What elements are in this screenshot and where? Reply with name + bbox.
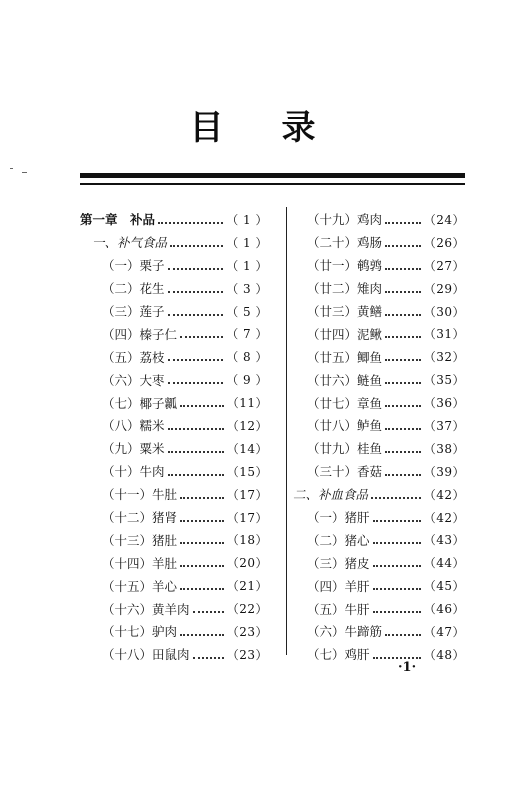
toc-entry-label: （廿九）桂鱼 [307,441,383,457]
toc-entry-label: （廿六）鲢鱼 [307,372,383,388]
toc-entry[interactable] [80,506,268,529]
toc-entry-label: 二、补血食品 [293,487,369,503]
toc-entry-page: （45） [423,579,465,594]
toc-entry[interactable] [80,551,268,574]
toc-leader-dots [385,267,421,270]
toc-entry-page: （14） [226,441,268,456]
toc-entry-label: （三）猪皮 [307,555,370,571]
toc-entry-label: （二十）鸡肠 [307,235,383,251]
toc-entry-label: （十五）羊心 [102,578,178,594]
toc-entry[interactable] [293,208,465,231]
toc-leader-dots [385,633,421,636]
toc-leader-dots [168,358,224,361]
toc-entry-label: （一）栗子 [102,258,165,274]
toc-entry-label: （十二）猪肾 [102,510,178,526]
toc-entry-label: （四）榛子仁 [102,326,178,342]
toc-entry-label: （七）椰子瓤 [102,395,178,411]
page-number: ·1· [398,660,417,675]
toc-entry-page: （17） [226,487,268,502]
toc-entry[interactable] [80,620,268,643]
toc-entry-label: （二）花生 [102,281,165,297]
toc-entry-label: （五）荔枝 [102,349,165,365]
toc-entry[interactable] [80,574,268,597]
toc-entry-page: （47） [423,624,465,639]
toc-leader-dots [385,404,421,407]
toc-entry-page: （17） [226,510,268,525]
toc-entry-label: （十九）鸡肉 [307,212,383,228]
toc-entry[interactable] [80,277,268,300]
toc-entry-page: （23） [226,647,268,662]
toc-entry-page: （22） [226,602,268,617]
toc-entry[interactable] [293,483,465,506]
toc-leader-dots [373,541,421,544]
toc-entry-label: （八）糯米 [102,418,165,434]
toc-entry[interactable] [293,620,465,643]
toc-leader-dots [158,221,223,224]
toc-entry-label: 第一章 补品 [80,212,156,228]
toc-entry[interactable] [80,528,268,551]
toc-entry[interactable] [80,483,268,506]
toc-leader-dots [193,656,224,659]
toc-entry-label: （二）猪心 [307,532,370,548]
toc-entry[interactable] [80,208,268,231]
toc-entry-label: （廿二）雉肉 [307,281,383,297]
toc-leader-dots [373,656,421,659]
toc-entry-page: （12） [226,418,268,433]
toc-entry-label: （四）羊肝 [307,578,370,594]
toc-leader-dots [168,427,224,430]
toc-entry-label: （廿八）鲈鱼 [307,418,383,434]
toc-entry-page: （26） [423,235,465,250]
toc-left-column [80,208,268,666]
toc-entry-page: （23） [226,624,268,639]
toc-entry-label: （六）牛蹄筋 [307,624,383,640]
toc-entry-label: 一、补气食品 [92,235,168,251]
toc-entry-page: （ 7 ） [226,327,268,342]
toc-entry-page: （32） [423,350,465,365]
toc-leader-dots [385,290,421,293]
toc-entry-page: （ 1 ） [226,235,268,250]
toc-entry[interactable] [293,368,465,391]
toc-entry[interactable] [80,597,268,620]
toc-entry-label: （廿四）泥鳅 [307,326,383,342]
toc-entry-label: （一）猪肝 [307,510,370,526]
toc-leader-dots [385,450,421,453]
toc-entry-label: （十四）羊肚 [102,555,178,571]
toc-entry-label: （十）牛肉 [102,464,165,480]
toc-entry-page: （20） [226,556,268,571]
toc-entry[interactable] [80,437,268,460]
toc-leader-dots [193,610,224,613]
toc-entry[interactable] [293,300,465,323]
toc-leader-dots [373,587,421,590]
toc-leader-dots [385,473,421,476]
toc-entry-label: （十一）牛肚 [102,487,178,503]
toc-leader-dots [180,496,224,499]
toc-entry-page: （ 1 ） [226,258,268,273]
toc-entry[interactable] [293,345,465,368]
toc-leader-dots [373,564,421,567]
toc-leader-dots [371,496,421,499]
toc-entry[interactable] [80,345,268,368]
toc-entry-page: （42） [423,510,465,525]
toc-leader-dots [385,427,421,430]
title-char-1: 目 [189,108,224,148]
toc-leader-dots [170,244,223,247]
toc-entry[interactable] [80,254,268,277]
toc-entry-page: （11） [226,396,268,411]
toc-entry-page: （27） [423,258,465,273]
toc-entry-page: （44） [423,556,465,571]
toc-entry[interactable] [80,300,268,323]
toc-entry-page: （30） [423,304,465,319]
toc-entry-page: （21） [226,579,268,594]
toc-leader-dots [168,450,224,453]
toc-entry-page: （39） [423,464,465,479]
toc-leader-dots [373,610,421,613]
toc-leader-dots [385,335,421,338]
page-title [0,108,505,148]
toc-entry-page: （ 3 ） [226,281,268,296]
toc-entry[interactable] [293,597,465,620]
toc-entry-label: （五）牛肝 [307,601,370,617]
column-divider [286,207,287,655]
toc-leader-dots [180,335,223,338]
toc-leader-dots [168,381,224,384]
toc-leader-dots [385,313,421,316]
toc-entry[interactable] [293,574,465,597]
toc-entry-page: （24） [423,212,465,227]
toc-entry[interactable] [293,528,465,551]
title-char-2: 录 [281,108,316,148]
toc-entry-page: （43） [423,533,465,548]
toc-entry[interactable] [80,460,268,483]
toc-leader-dots [385,244,421,247]
toc-entry-page: （15） [226,464,268,479]
toc-entry-label: （廿五）鲫鱼 [307,349,383,365]
toc-entry[interactable] [293,414,465,437]
toc-entry[interactable] [293,277,465,300]
toc-leader-dots [168,313,224,316]
toc-entry[interactable] [293,254,465,277]
toc-entry[interactable] [80,414,268,437]
toc-entry[interactable] [293,551,465,574]
toc-entry[interactable] [293,231,465,254]
toc-leader-dots [180,541,224,544]
toc-leader-dots [180,587,224,590]
toc-leader-dots [385,358,421,361]
title-rule-thick [80,173,465,178]
toc-entry-label: （三十）香菇 [307,464,383,480]
toc-leader-dots [168,290,224,293]
toc-leader-dots [373,519,421,522]
toc-entry-page: （36） [423,396,465,411]
toc-right-column [293,208,465,666]
toc-entry-label: （六）大枣 [102,372,165,388]
toc-leader-dots [385,381,421,384]
title-rule-thin [80,183,465,185]
toc-entry[interactable] [80,231,268,254]
toc-leader-dots [180,519,224,522]
toc-entry-page: （48） [423,647,465,662]
toc-entry-page: （ 5 ） [226,304,268,319]
scan-speck [22,172,27,173]
toc-entry-page: （ 9 ） [226,373,268,388]
toc-entry-page: （46） [423,602,465,617]
toc-entry[interactable] [293,460,465,483]
toc-leader-dots [168,267,224,270]
toc-entry-label: （三）莲子 [102,304,165,319]
toc-entry[interactable] [293,643,465,666]
scan-speck [10,168,13,169]
toc-leader-dots [168,473,224,476]
toc-entry[interactable] [80,368,268,391]
toc-entry-label: （廿一）鹌鹑 [307,258,383,274]
toc-entry-page: （35） [423,373,465,388]
toc-entry[interactable] [293,391,465,414]
toc-entry[interactable] [293,437,465,460]
toc-leader-dots [180,404,224,407]
toc-entry-label: （十三）猪肚 [102,532,178,548]
toc-leader-dots [180,633,224,636]
toc-entry-label: （廿三）黄鳝 [307,304,383,319]
toc-entry-label: （十六）黄羊肉 [102,601,190,617]
toc-entry[interactable] [80,322,268,345]
toc-entry-page: （37） [423,418,465,433]
toc-entry-label: （十七）驴肉 [102,624,178,640]
toc-entry-page: （ 1 ） [226,212,268,227]
toc-entry-page: （18） [226,533,268,548]
toc-entry-page: （38） [423,441,465,456]
toc-leader-dots [180,564,224,567]
toc-entry-label: （九）粟米 [102,441,165,457]
toc-entry-label: （十八）田鼠肉 [102,647,190,663]
toc-entry-label: （廿七）章鱼 [307,395,383,411]
toc-entry[interactable] [80,643,268,666]
toc-entry-page: （ 8 ） [226,350,268,365]
toc-entry-page: （42） [423,487,465,502]
toc-entry-label: （七）鸡肝 [307,647,370,663]
toc-entry[interactable] [293,506,465,529]
toc-entry[interactable] [80,391,268,414]
toc-entry-page: （29） [423,281,465,296]
toc-leader-dots [385,221,421,224]
toc-entry-page: （31） [423,327,465,342]
toc-entry[interactable] [293,322,465,345]
